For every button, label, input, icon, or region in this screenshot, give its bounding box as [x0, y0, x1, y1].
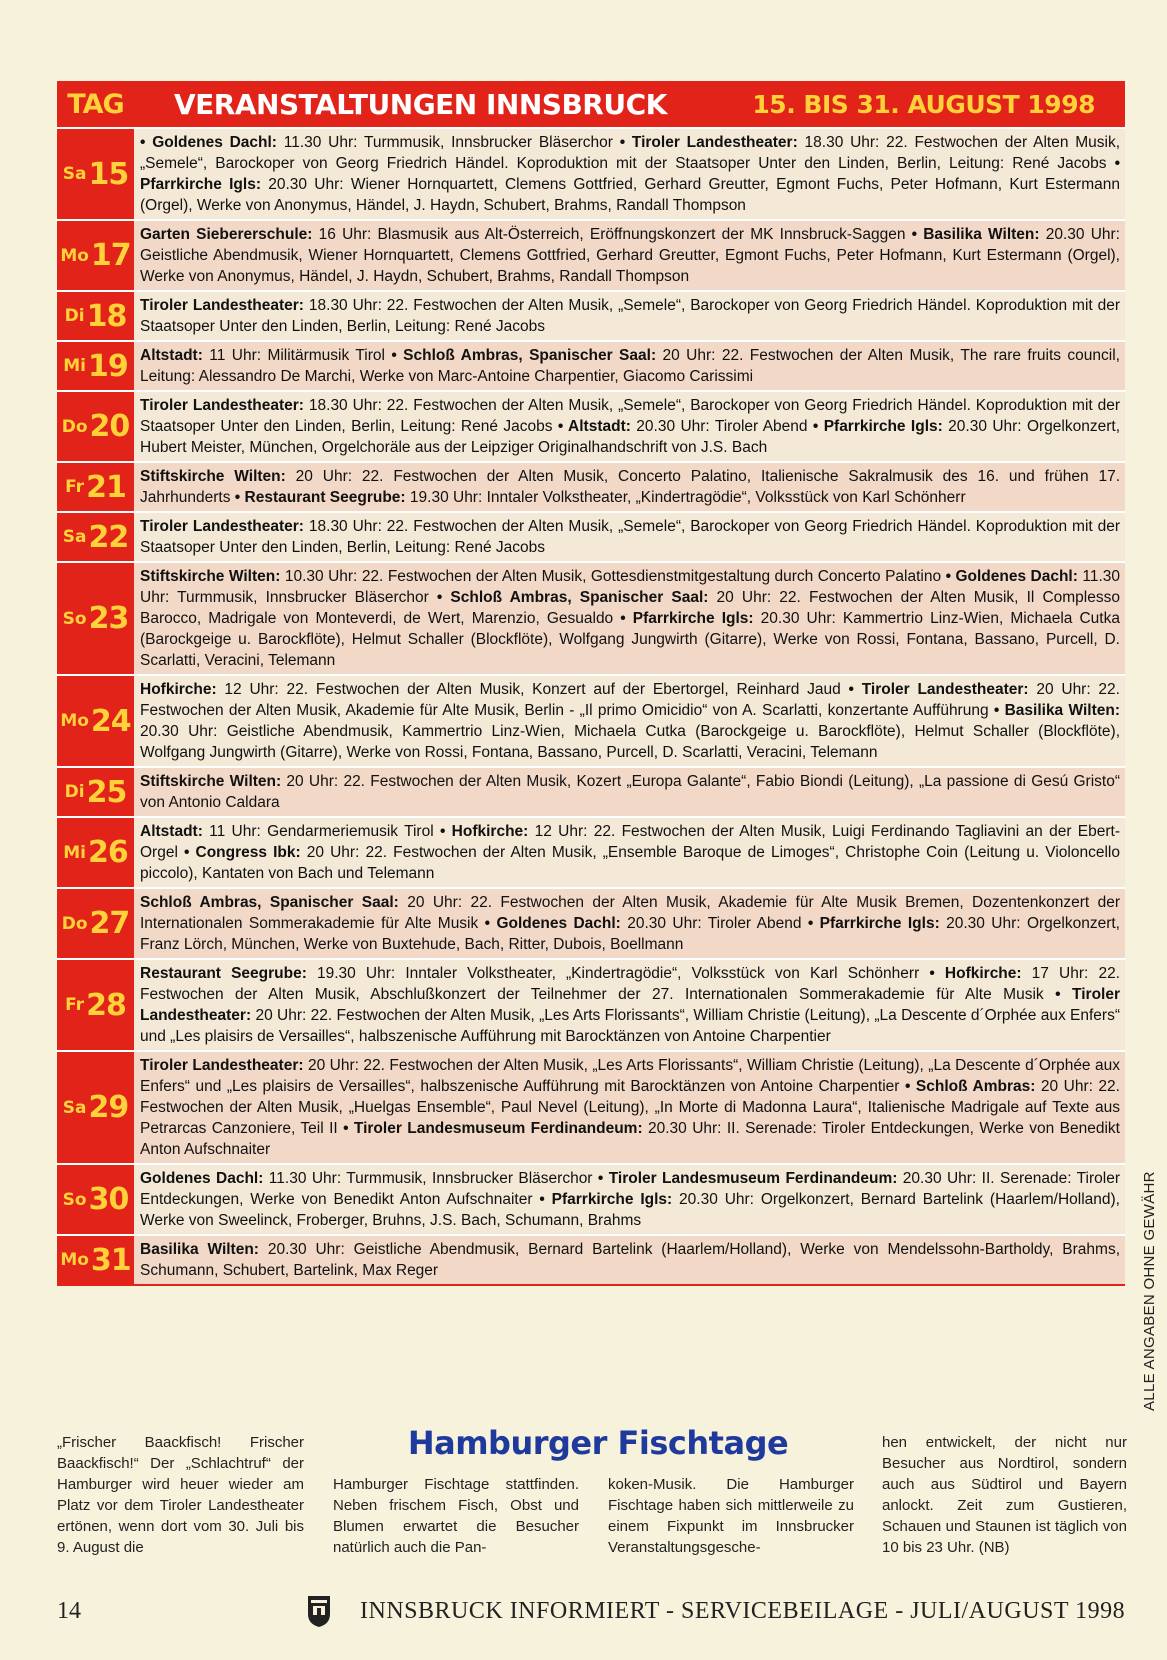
- event-row: [57, 390, 1125, 461]
- event-text: [134, 463, 1125, 511]
- venue-name: • Congress Ibk:: [184, 844, 301, 861]
- venue-name: Altstadt:: [140, 823, 203, 840]
- venue-name: • Basilika Wilten:: [993, 702, 1120, 719]
- venue-name: • Pfarrkirche Igls:: [620, 610, 754, 627]
- event-details: 19.30 Uhr: Inntaler Volkstheater, „Kindertragödie“, Volksstück von Karl Schönherr: [306, 965, 930, 982]
- event-row: [57, 1050, 1125, 1163]
- event-details: 20.30 Uhr: Orgelkonzert, Hubert Meister, München, Orgelchoräle aus der Leipziger Originalhandschrift von J.S. Bach: [140, 418, 1121, 456]
- header-dates: 15. BIS 31. AUGUST 1998: [752, 89, 1095, 119]
- venue-name: Schloß Ambras, Spanischer Saal:: [140, 894, 399, 911]
- event-details: 20.30 Uhr: II. Serenade: Tiroler Entdeckungen, Werke von Benedikt Anton Aufschnaiter: [140, 1120, 1120, 1158]
- weekday-abbr: Mi: [63, 356, 86, 376]
- day-number: 15: [88, 156, 129, 192]
- event-text: [134, 392, 1125, 461]
- venue-name: • Hofkirche:: [929, 965, 1022, 982]
- event-text: [134, 818, 1125, 887]
- weekday-abbr: Mi: [63, 842, 86, 863]
- venue-name: • Goldenes Dachl:: [140, 134, 277, 151]
- event-row: [57, 816, 1125, 887]
- event-text: [134, 513, 1125, 561]
- weekday-abbr: Do: [61, 416, 88, 437]
- day-label: [57, 513, 134, 561]
- event-details: 20.30 Uhr: Kammertrio Linz-Wien, Michaela Cutka (Barockgeige u. Barockflöte), Helmut Schaller (Blockflöte), Wolfgang Jungwirth (Gitarre), Werke von Rossi, Fontana, Bassano, Purcell, D. Scarlatti, Veracini, Telemann: [140, 610, 1120, 669]
- event-details: 20 Uhr: 22. Festwochen der Alten Musik, „Les Arts Florissants“, William Christie (Leitung), „La Descente d´Orphée aux Enfers“ und „Les plaisirs de Versailles“, halbszenische Aufführung mit Barocktänzen von Antoine Charpentier: [140, 1007, 1120, 1045]
- event-details: 11.30 Uhr: Turmmusik, Innsbrucker Bläserchor: [276, 134, 620, 151]
- day-number: 17: [90, 238, 131, 273]
- day-number: 19: [88, 348, 128, 384]
- event-details: 20.30 Uhr: II. Serenade: Tiroler Entdeckungen, Werke von Benedikt Anton Aufschnaiter: [140, 1170, 1120, 1208]
- day-label: [57, 960, 134, 1050]
- event-details: 20.30 Uhr: Tiroler Abend: [630, 418, 813, 435]
- venue-name: • Pfarrkirche Igls:: [812, 418, 943, 435]
- day-label: [57, 1236, 134, 1284]
- event-text: [134, 563, 1125, 674]
- weekday-abbr: Mo: [60, 1250, 89, 1270]
- day-label: [57, 129, 134, 219]
- event-text: [134, 1165, 1125, 1234]
- venue-name: Stiftskirche Wilten:: [140, 568, 281, 585]
- day-number: 18: [86, 298, 127, 334]
- event-details: 18.30 Uhr: 22. Festwochen der Alten Musik, „Semele“, Barockoper von Georg Friedrich Händel. Koproduktion mit der Staatsoper Unter den Linden, Berlin, Leitung: René Jacobs: [140, 518, 1121, 556]
- venue-name: Basilika Wilten:: [140, 1241, 259, 1258]
- day-label: [57, 463, 134, 511]
- venue-name: Tiroler Landestheater:: [140, 397, 304, 414]
- venue-name: Tiroler Landestheater:: [140, 297, 304, 314]
- weekday-abbr: Sa: [62, 1097, 87, 1118]
- event-row: [57, 511, 1125, 561]
- venue-name: • Schloß Ambras, Spanischer Saal:: [391, 347, 657, 364]
- day-label: [57, 563, 134, 674]
- event-details: 20 Uhr: 22. Festwochen der Alten Musik, Il Complesso Barocco, Madrigale von Monteverdi, de Wert, Marenzio, Gesualdo: [140, 589, 1120, 627]
- venue-name: • Tiroler Landestheater:: [848, 681, 1029, 698]
- venue-name: • Altstadt:: [557, 418, 631, 435]
- venue-name: • Goldenes Dachl:: [945, 568, 1078, 585]
- event-text: [134, 960, 1125, 1050]
- venue-name: • Goldenes Dachl:: [484, 915, 621, 932]
- event-details: 20 Uhr: 22. Festwochen der Alten Musik, The rare fruits council, Leitung: Alessandro De Marchi, Werke von Marc-Antoine Charpentier, Giacomo Carissimi: [140, 347, 1120, 385]
- day-number: 25: [86, 774, 127, 810]
- event-details: 11.30 Uhr: Turmmusik, Innsbrucker Bläserchor: [140, 568, 1120, 606]
- event-text: [134, 768, 1125, 816]
- event-text: [134, 129, 1125, 219]
- venue-name: Tiroler Landestheater:: [140, 518, 304, 535]
- day-number: 24: [90, 703, 131, 739]
- event-row: [57, 219, 1125, 290]
- day-number: 28: [86, 987, 126, 1023]
- venue-name: Restaurant Seegrube:: [140, 965, 307, 982]
- event-text: [134, 221, 1125, 290]
- event-details: 10.30 Uhr: 22. Festwochen der Alten Musik, Gottesdienstmitgestaltung durch Concerto Palatino: [280, 568, 946, 585]
- venue-name: • Tiroler Landestheater:: [140, 986, 1120, 1024]
- weekday-abbr: Sa: [62, 527, 87, 547]
- day-number: 22: [88, 519, 129, 555]
- event-text: [134, 292, 1125, 340]
- event-text: [134, 676, 1125, 766]
- day-number: 21: [86, 469, 126, 505]
- header-day-label: TAG: [67, 88, 124, 120]
- day-number: 31: [90, 1242, 131, 1278]
- table-header: [57, 81, 1125, 127]
- venue-name: • Tiroler Landesmuseum Ferdinandeum:: [343, 1120, 643, 1137]
- venue-name: • Basilika Wilten:: [911, 226, 1040, 243]
- day-number: 30: [88, 1182, 129, 1217]
- article-column-3: koken-Musik. Die Hamburger Fischtage haben sich mittlerweile zu einem Fixpunkt im Innsbrucker Veranstaltungsgesche-: [608, 1476, 854, 1556]
- weekday-abbr: Sa: [62, 164, 87, 184]
- day-label: [57, 818, 134, 887]
- day-number: 23: [88, 601, 129, 636]
- event-row: [57, 340, 1125, 390]
- venue-name: • Pfarrkirche Igls:: [539, 1191, 673, 1208]
- article-column-4: hen entwickelt, der nicht nur Besucher aus Nordtirol, sondern auch aus Südtirol und Bayern anlockt. Zeit zum Gustieren, Schauen und Staunen ist täglich von 10 bis 23 Uhr. (NB): [882, 1434, 1127, 1556]
- article-column-1: „Frischer Baackfisch! Frischer Baackfisch!“ Der „Schlachtruf“ der Hamburger wird heuer wieder am Platz vor dem Tiroler Landestheater ertönen, wenn dort vom 30. Juli bis 9. August die: [57, 1434, 304, 1556]
- event-details: 12 Uhr: 22. Festwochen der Alten Musik, Luigi Ferdinando Tagliavini an der Ebert-Orgel: [140, 823, 1120, 861]
- event-rows: [57, 127, 1125, 1284]
- venue-name: Garten Siebererschule:: [140, 226, 313, 243]
- day-number: 20: [89, 409, 130, 444]
- event-text: [134, 1236, 1125, 1284]
- venue-name: Tiroler Landestheater:: [140, 1057, 304, 1074]
- event-details: 20.30 Uhr: Tiroler Abend: [620, 915, 808, 932]
- article-title: Hamburger Fischtage: [407, 1424, 789, 1462]
- event-details: 20 Uhr: 22. Festwochen der Alten Musik, „Huelgas Ensemble“, Paul Nevel (Leitung), „In Morte di Madonna Laura“, Italienische Madrigale auf Texte aus Petrarcas Canzoniere, Teil II: [140, 1078, 1120, 1137]
- venue-name: • Restaurant Seegrube:: [234, 489, 406, 506]
- event-details: 18.30 Uhr: 22. Festwochen der Alten Musik, „Semele“, Barockoper von Georg Friedrich Händel. Koproduktion mit der Staatsoper Unter den Linden, Berlin, Leitung: René Jacobs: [140, 297, 1121, 335]
- venue-name: Goldenes Dachl:: [140, 1170, 264, 1187]
- event-text: [134, 342, 1125, 390]
- day-label: [57, 221, 134, 290]
- venue-name: Hofkirche:: [140, 681, 217, 698]
- day-label: [57, 1052, 134, 1163]
- event-details: 20 Uhr: 22. Festwochen der Alten Musik, Kozert „Europa Galante“, Fabio Biondi (Leitung), „La passione di Gesú Gristo“ von Antonio Caldara: [140, 773, 1120, 811]
- event-details: 18.30 Uhr: 22. Festwochen der Alten Musik, „Semele“, Barockoper von Georg Friedrich Händel. Koproduktion mit der Staatsoper Unter den Linden, Berlin, Leitung: René Jacobs: [140, 134, 1121, 172]
- weekday-abbr: Fr: [65, 477, 85, 497]
- event-details: 20.30 Uhr: Geistliche Abendmusik, Wiener Hornquartett, Clemens Gottfried, Gerhard Greutter, Egmont Fuchs, Peter Hofmann, Kurt Estermann (Orgel), Werke von Anonymus, Händel, J. Haydn, Schubert, Brahms, Randall Thompson: [140, 226, 1120, 285]
- event-details: 20.30 Uhr: Orgelkonzert, Bernard Bartelink (Haarlem/Holland), Werke von Sweelinck, Froberger, Bruhns, J.S. Bach, Schumann, Brahms: [140, 1191, 1120, 1229]
- day-label: [57, 889, 134, 958]
- event-details: 20.30 Uhr: Orgelkonzert, Franz Lörch, München, Werke von Buxtehude, Bach, Ritter, Dubois, Boellmann: [140, 915, 1120, 953]
- venue-name: Stiftskirche Wilten:: [140, 468, 286, 485]
- day-label: [57, 342, 134, 390]
- event-row: [57, 1163, 1125, 1234]
- weekday-abbr: So: [62, 608, 87, 629]
- event-details: 20 Uhr: 22. Festwochen der Alten Musik, Akademie für Alte Musik, Berlin - „Il primo Omicidio“ von A. Scarlatti, konzertante Aufführung: [140, 681, 1120, 719]
- weekday-abbr: Fr: [65, 995, 85, 1015]
- event-details: 20 Uhr: 22. Festwochen der Alten Musik, „Ensemble Baroque de Limoges“, Christophe Coin (Leitung u. Violoncello piccolo), Kantaten von Bach und Telemann: [140, 844, 1120, 882]
- venue-name: • Tiroler Landesmuseum Ferdinandeum:: [597, 1170, 898, 1187]
- event-row: [57, 674, 1125, 766]
- header-title: VERANSTALTUNGEN INNSBRUCK: [174, 87, 667, 121]
- events-table: [57, 81, 1125, 1286]
- event-text: [134, 1052, 1125, 1163]
- event-details: 20 Uhr: 22. Festwochen der Alten Musik, Akademie für Alte Musik Bremen, Dozentenkonzert der Internationalen Sommerakademie für Alte Musik: [140, 894, 1120, 932]
- weekday-abbr: Di: [64, 306, 85, 326]
- event-row: [57, 561, 1125, 674]
- venue-name: • Pfarrkirche Igls:: [807, 915, 940, 932]
- day-number: 29: [88, 1090, 129, 1125]
- event-details: 20.30 Uhr: Geistliche Abendmusik, Bernard Bartelink (Haarlem/Holland), Werke von Mendelssohn-Bartholdy, Brahms, Schumann, Schubert, Bartelink, Max Reger: [140, 1241, 1121, 1279]
- event-details: 20 Uhr: 22. Festwochen der Alten Musik, „Les Arts Florissants“, William Christie (Leitung), „La Descente d´Orphée aux Enfers“ und „Les plaisirs de Versailles“, halbszenische Aufführung mit Barocktänzen von Antoine Charpentier: [140, 1057, 1120, 1095]
- event-row: [57, 766, 1125, 816]
- event-details: 16 Uhr: Blasmusik aus Alt-Österreich, Eröffnungskonzert der MK Innsbruck-Saggen: [312, 226, 912, 243]
- venue-name: • Schloß Ambras, Spanischer Saal:: [436, 589, 709, 606]
- day-label: [57, 1165, 134, 1234]
- event-row: [57, 290, 1125, 340]
- weekday-abbr: Mo: [60, 245, 89, 266]
- event-details: 20.30 Uhr: Geistliche Abendmusik, Kammertrio Linz-Wien, Michaela Cutka (Barockgeige u. Barockflöte), Helmut Schaller (Blockflöte), Wolfgang Jungwirth (Gitarre), Werke von Rossi, Fontana, Bassano, Purcell, D. Scarlatti, Veracini, Telemann: [140, 723, 1120, 761]
- city-crest-icon: [306, 1594, 332, 1628]
- day-number: 27: [89, 906, 130, 941]
- weekday-abbr: Di: [64, 782, 85, 802]
- venue-name: • Hofkirche:: [439, 823, 529, 840]
- event-details: 20 Uhr: 22. Festwochen der Alten Musik, Concerto Palatino, Italienische Sakralmusik des 16. und frühen 17. Jahrhunderts: [140, 468, 1121, 506]
- venue-name: Stiftskirche Wilten:: [140, 773, 282, 790]
- day-label: [57, 768, 134, 816]
- day-label: [57, 292, 134, 340]
- weekday-abbr: Mo: [60, 711, 89, 731]
- event-text: [134, 889, 1125, 958]
- venue-name: Altstadt:: [140, 347, 203, 364]
- page-number: 14: [57, 1598, 81, 1624]
- day-label: [57, 392, 134, 461]
- weekday-abbr: So: [62, 1189, 87, 1210]
- day-number: 26: [88, 835, 128, 870]
- article-column-2: Hamburger Fischtage stattfinden. Neben frischem Fisch, Obst und Blumen erwartet die Besucher natürlich auch die Pan-: [333, 1476, 579, 1556]
- venue-name: • Tiroler Landestheater:: [619, 134, 798, 151]
- day-label: [57, 676, 134, 766]
- event-details: 12 Uhr: 22. Festwochen der Alten Musik, Konzert auf der Ebertorgel, Reinhard Jaud: [216, 681, 849, 698]
- disclaimer: ALLE ANGABEN OHNE GEWÄHR: [1141, 1171, 1158, 1411]
- event-details: 18.30 Uhr: 22. Festwochen der Alten Musik, „Semele“, Barockoper von Georg Friedrich Händel. Koproduktion mit der Staatsoper Unter den Linden, Berlin, Leitung: René Jacobs: [140, 397, 1121, 435]
- event-details: 17 Uhr: 22. Festwochen der Alten Musik, Abschlußkonzert der Teilnehmer der 27. Internationalen Sommerakademie für Alte Musik: [140, 965, 1120, 1003]
- event-details: 19.30 Uhr: Inntaler Volkstheater, „Kindertragödie“, Volksstück von Karl Schönherr: [405, 489, 966, 506]
- footer-title: INNSBRUCK INFORMIERT - SERVICEBEILAGE - JULI/AUGUST 1998: [360, 1598, 1126, 1624]
- event-details: 11.30 Uhr: Turmmusik, Innsbrucker Bläserchor: [263, 1170, 598, 1187]
- event-row: [57, 1234, 1125, 1284]
- event-row: [57, 461, 1125, 511]
- event-row: [57, 887, 1125, 958]
- event-details: 20.30 Uhr: Wiener Hornquartett, Clemens Gottfried, Gerhard Greutter, Egmont Fuchs, Peter Hofmann, Kurt Estermann (Orgel), Werke von Anonymus, Händel, J. Haydn, Schubert, Brahms, Randall Thompson: [140, 176, 1120, 214]
- event-row: [57, 127, 1125, 219]
- event-row: [57, 958, 1125, 1050]
- weekday-abbr: Do: [61, 913, 88, 934]
- event-details: 11 Uhr: Militärmusik Tirol: [202, 347, 392, 364]
- venue-name: • Pfarrkirche Igls:: [140, 155, 1120, 193]
- venue-name: • Schloß Ambras:: [904, 1078, 1036, 1095]
- event-details: 11 Uhr: Gendarmeriemusik Tirol: [202, 823, 440, 840]
